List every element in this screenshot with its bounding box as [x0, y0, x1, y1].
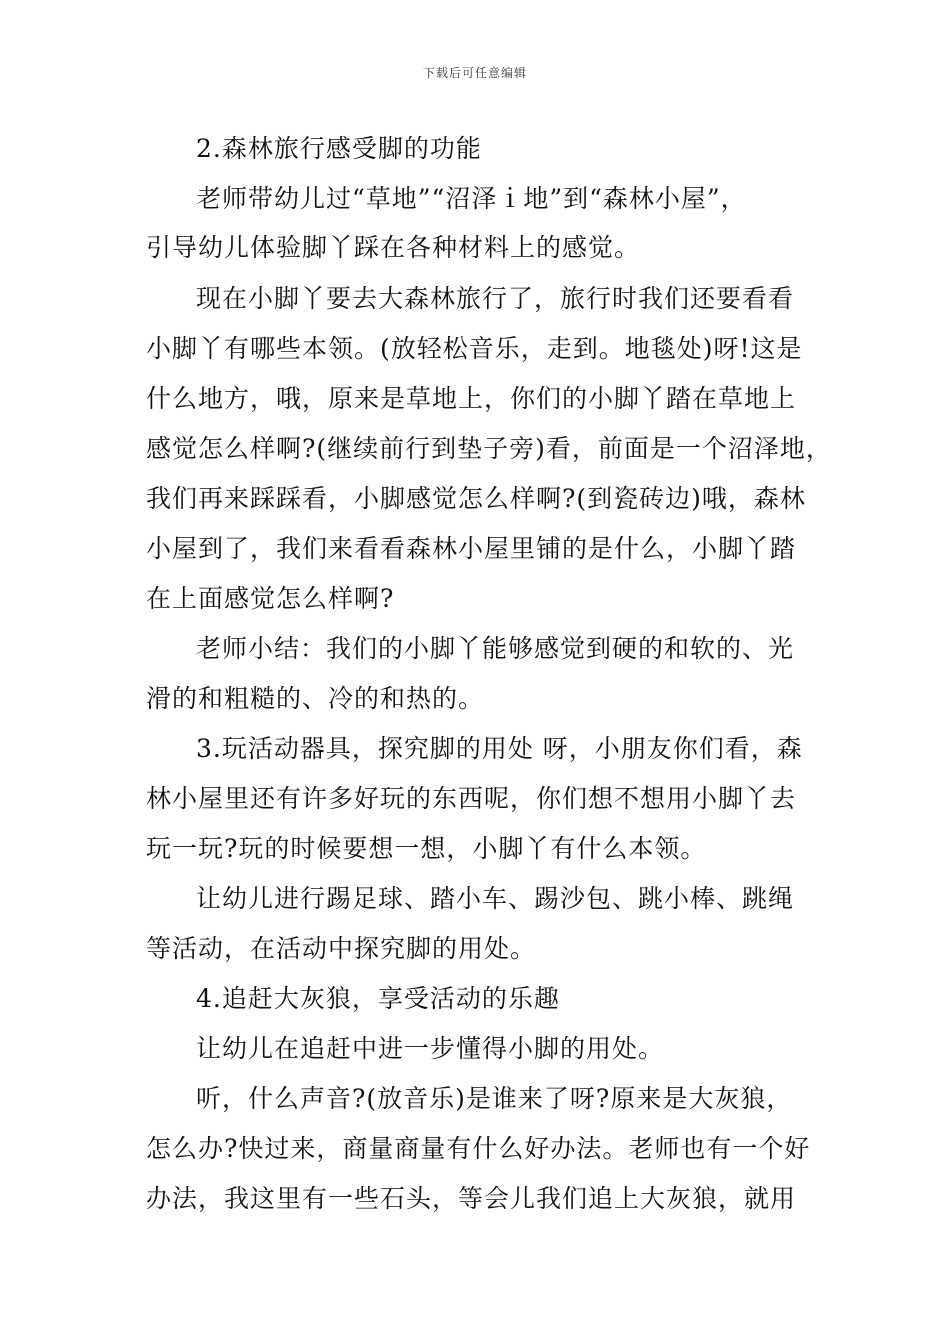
heading-chase-wolf: 4.追赶大灰狼，享受活动的乐趣 — [196, 984, 560, 1013]
paragraph-line: 感觉怎么样啊?(继续前行到垫子旁)看，前面是一个沼泽地， — [146, 434, 832, 463]
page-header-note: 下载后可任意编辑 — [422, 66, 527, 80]
heading-forest-travel: 2.森林旅行感受脚的功能 — [196, 134, 482, 163]
paragraph-line: 什么地方，哦，原来是草地上，你们的小脚丫踏在草地上 — [146, 384, 797, 413]
paragraph-line: 等活动，在活动中探究脚的用处。 — [146, 934, 537, 963]
paragraph-line: 小脚丫有哪些本领。(放轻松音乐，走到。地毯处)呀!这是 — [146, 334, 803, 363]
paragraph-line: 林小屋里还有许多好玩的东西呢，你们想不想用小脚丫去 — [146, 784, 797, 813]
paragraph-line: 老师小结：我们的小脚丫能够感觉到硬的和软的、光 — [196, 634, 795, 663]
paragraph-line: 让幼儿在追赶中进一步懂得小脚的用处。 — [196, 1034, 665, 1063]
paragraph-line: 在上面感觉怎么样啊? — [146, 584, 395, 613]
paragraph-line: 玩一玩?玩的时候要想一想，小脚丫有什么本领。 — [146, 834, 707, 863]
paragraph-line: 小屋到了，我们来看看森林小屋里铺的是什么，小脚丫踏 — [146, 534, 797, 563]
paragraph-line: 老师带幼儿过“草地”“沼泽ｉ地”到“森林小屋”， — [196, 184, 747, 213]
paragraph-line: 办法，我这里有一些石头，等会儿我们追上大灰狼，就用 — [146, 1184, 797, 1213]
paragraph-line: 我们再来踩踩看，小脚感觉怎么样啊?(到瓷砖边)哦，森林 — [146, 484, 806, 513]
paragraph-line: 怎么办?快过来，商量商量有什么好办法。老师也有一个好 — [146, 1134, 811, 1163]
heading-play-equipment: 3.玩活动器具，探究脚的用处 呀，小朋友你们看，森 — [196, 734, 803, 763]
paragraph-line: 引导幼儿体验脚丫踩在各种材料上的感觉。 — [146, 233, 641, 262]
paragraph-line: 现在小脚丫要去大森林旅行了，旅行时我们还要看看 — [196, 284, 795, 313]
paragraph-line: 滑的和粗糙的、冷的和热的。 — [146, 684, 485, 713]
paragraph-line: 让幼儿进行踢足球、踏小车、踢沙包、跳小棒、跳绳 — [196, 884, 795, 913]
paragraph-line: 听，什么声音?(放音乐)是谁来了呀?原来是大灰狼， — [196, 1084, 793, 1113]
